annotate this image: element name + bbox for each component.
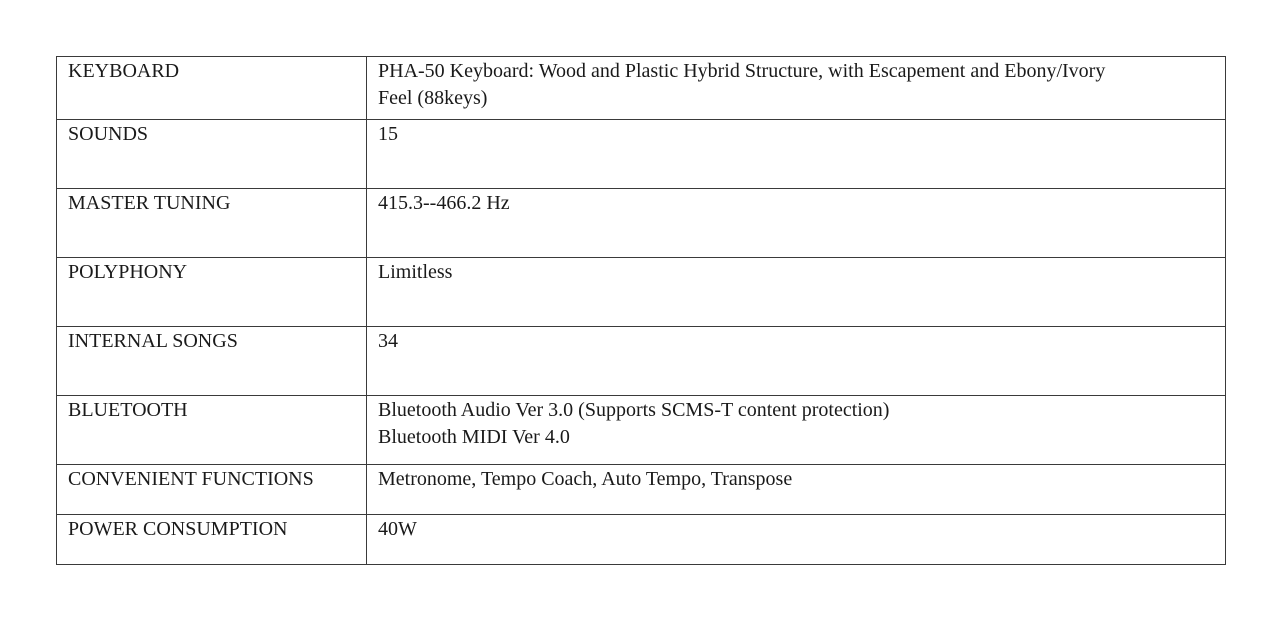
spec-value-convenient-functions: [367, 465, 1226, 515]
spec-label-master-tuning: MASTER TUNING: [57, 189, 367, 258]
table-row: [57, 396, 1226, 465]
spec-label-keyboard: KEYBOARD: [57, 57, 367, 120]
spec-value-line: Bluetooth Audio Ver 3.0 (Supports SCMS-T content protection): [378, 399, 890, 421]
spec-value-line: 40W: [378, 518, 417, 540]
table-row: [57, 327, 1226, 396]
spec-value-line: Bluetooth MIDI Ver 4.0: [378, 426, 570, 448]
spec-value-internal-songs: [367, 327, 1226, 396]
spec-label-convenient-functions: CONVENIENT FUNCTIONS: [57, 465, 367, 515]
spec-label-internal-songs: INTERNAL SONGS: [57, 327, 367, 396]
table-row: [57, 465, 1226, 515]
spec-label-sounds: SOUNDS: [57, 120, 367, 189]
spec-value-line: 15: [378, 123, 398, 145]
spec-value-line: Metronome, Tempo Coach, Auto Tempo, Transpose: [378, 468, 793, 490]
table-row: [57, 120, 1226, 189]
spec-value-line: PHA-50 Keyboard: Wood and Plastic Hybrid Structure, with Escapement and Ebony/Ivory: [378, 60, 1106, 82]
spec-label-bluetooth: BLUETOOTH: [57, 396, 367, 465]
spec-value-sounds: [367, 120, 1226, 189]
spec-label-polyphony: POLYPHONY: [57, 258, 367, 327]
spec-value-bluetooth: [367, 396, 1226, 465]
table-row: [57, 57, 1226, 120]
table-row: [57, 515, 1226, 565]
spec-value-line: 34: [378, 330, 398, 352]
spec-value-line: Feel (88keys): [378, 87, 488, 109]
spec-value-master-tuning: [367, 189, 1226, 258]
spec-value-keyboard: [367, 57, 1226, 120]
table-row: [57, 258, 1226, 327]
table-row: [57, 189, 1226, 258]
spec-value-line: Limitless: [378, 261, 453, 283]
spec-label-power-consumption: POWER CONSUMPTION: [57, 515, 367, 565]
spec-value-polyphony: [367, 258, 1226, 327]
spec-value-power-consumption: [367, 515, 1226, 565]
spec-value-line: 415.3--466.2 Hz: [378, 192, 510, 214]
spec-table: [56, 56, 1226, 565]
